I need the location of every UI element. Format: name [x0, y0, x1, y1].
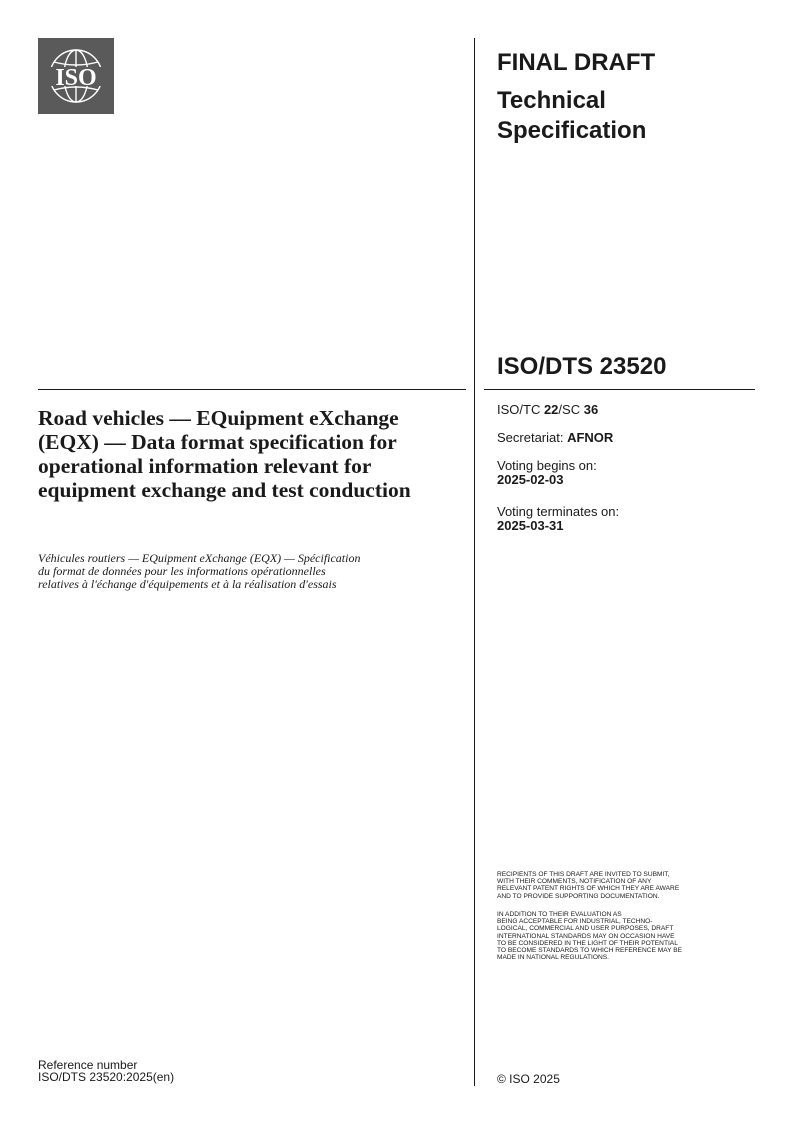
secretariat-value: AFNOR: [567, 430, 614, 445]
title-rule-left: [38, 389, 466, 390]
patent-notice: [497, 871, 757, 900]
french-title-line-2: du format de données pour les informations opérationnelles: [38, 564, 326, 578]
document-number: ISO/DTS 23520: [497, 353, 667, 380]
vertical-divider: [474, 38, 475, 1086]
document-type-line-2: Specification: [497, 117, 647, 144]
patent-notice-line: RELEVANT PATENT RIGHTS OF WHICH THEY ARE AWARE: [497, 885, 680, 893]
reference-value: ISO/DTS 23520:2025(en): [38, 1070, 175, 1084]
evaluation-notice-line: LOGICAL, COMMERCIAL AND USER PURPOSES, DRAFT: [497, 925, 674, 933]
document-type: [497, 86, 757, 146]
patent-notice-line: AND TO PROVIDE SUPPORTING DOCUMENTATION.: [497, 892, 660, 900]
evaluation-notice: [497, 911, 757, 961]
french-title-line-3: relatives à l'échange d'équipements et à la réalisation d'essais: [38, 577, 337, 591]
voting-begins: [497, 459, 757, 487]
document-type-line-1: Technical: [497, 87, 606, 114]
voting-begins-label: Voting begins on:: [497, 458, 597, 473]
evaluation-notice-line: IN ADDITION TO THEIR EVALUATION AS: [497, 911, 622, 918]
french-title-line-1: Véhicules routiers — EQuipment eXchange (EQX) — Spécification: [38, 551, 361, 565]
patent-notice-line: RECIPIENTS OF THIS DRAFT ARE INVITED TO SUBMIT,: [497, 871, 670, 878]
reference-label: Reference number: [38, 1058, 138, 1072]
secretariat: [497, 431, 757, 445]
voting-terminates-label: Voting terminates on:: [497, 504, 620, 519]
title-rule-right: [484, 389, 755, 390]
copyright: © ISO 2025: [497, 1072, 560, 1086]
globe-icon: [38, 38, 114, 114]
sc-prefix: /SC: [558, 402, 584, 417]
reference-number: [38, 1059, 338, 1083]
evaluation-notice-line: INTERNATIONAL STANDARDS MAY ON OCCASION HAVE: [497, 932, 675, 940]
patent-notice-line: WITH THEIR COMMENTS, NOTIFICATION OF ANY: [497, 878, 652, 886]
iso-logo: [38, 38, 114, 114]
document-title-french: [38, 552, 468, 591]
tc-prefix: ISO/TC: [497, 402, 544, 417]
evaluation-notice-line: TO BE CONSIDERED IN THE LIGHT OF THEIR POTENTIAL: [497, 939, 678, 947]
voting-begins-date: 2025-02-03: [497, 472, 564, 487]
evaluation-notice-line: BEING ACCEPTABLE FOR INDUSTRIAL, TECHNO-: [497, 918, 653, 926]
sc-number: 36: [583, 402, 599, 417]
document-title: Road vehicles — EQuipment eXchange (EQX) — Data format specification for operational information relevant for equipment exchange and test conduction: [38, 406, 411, 502]
logo-text: ISO: [55, 65, 97, 91]
voting-terminates-date: 2025-03-31: [497, 518, 564, 533]
evaluation-notice-line: MADE IN NATIONAL REGULATIONS.: [497, 954, 609, 962]
evaluation-notice-line: TO BECOME STANDARDS TO WHICH REFERENCE MAY BE: [497, 947, 683, 955]
stage-label: FINAL DRAFT: [497, 49, 656, 76]
committee-reference: [497, 403, 757, 417]
voting-terminates: [497, 505, 757, 533]
tc-number: 22: [543, 402, 559, 417]
secretariat-label: Secretariat:: [497, 430, 568, 445]
